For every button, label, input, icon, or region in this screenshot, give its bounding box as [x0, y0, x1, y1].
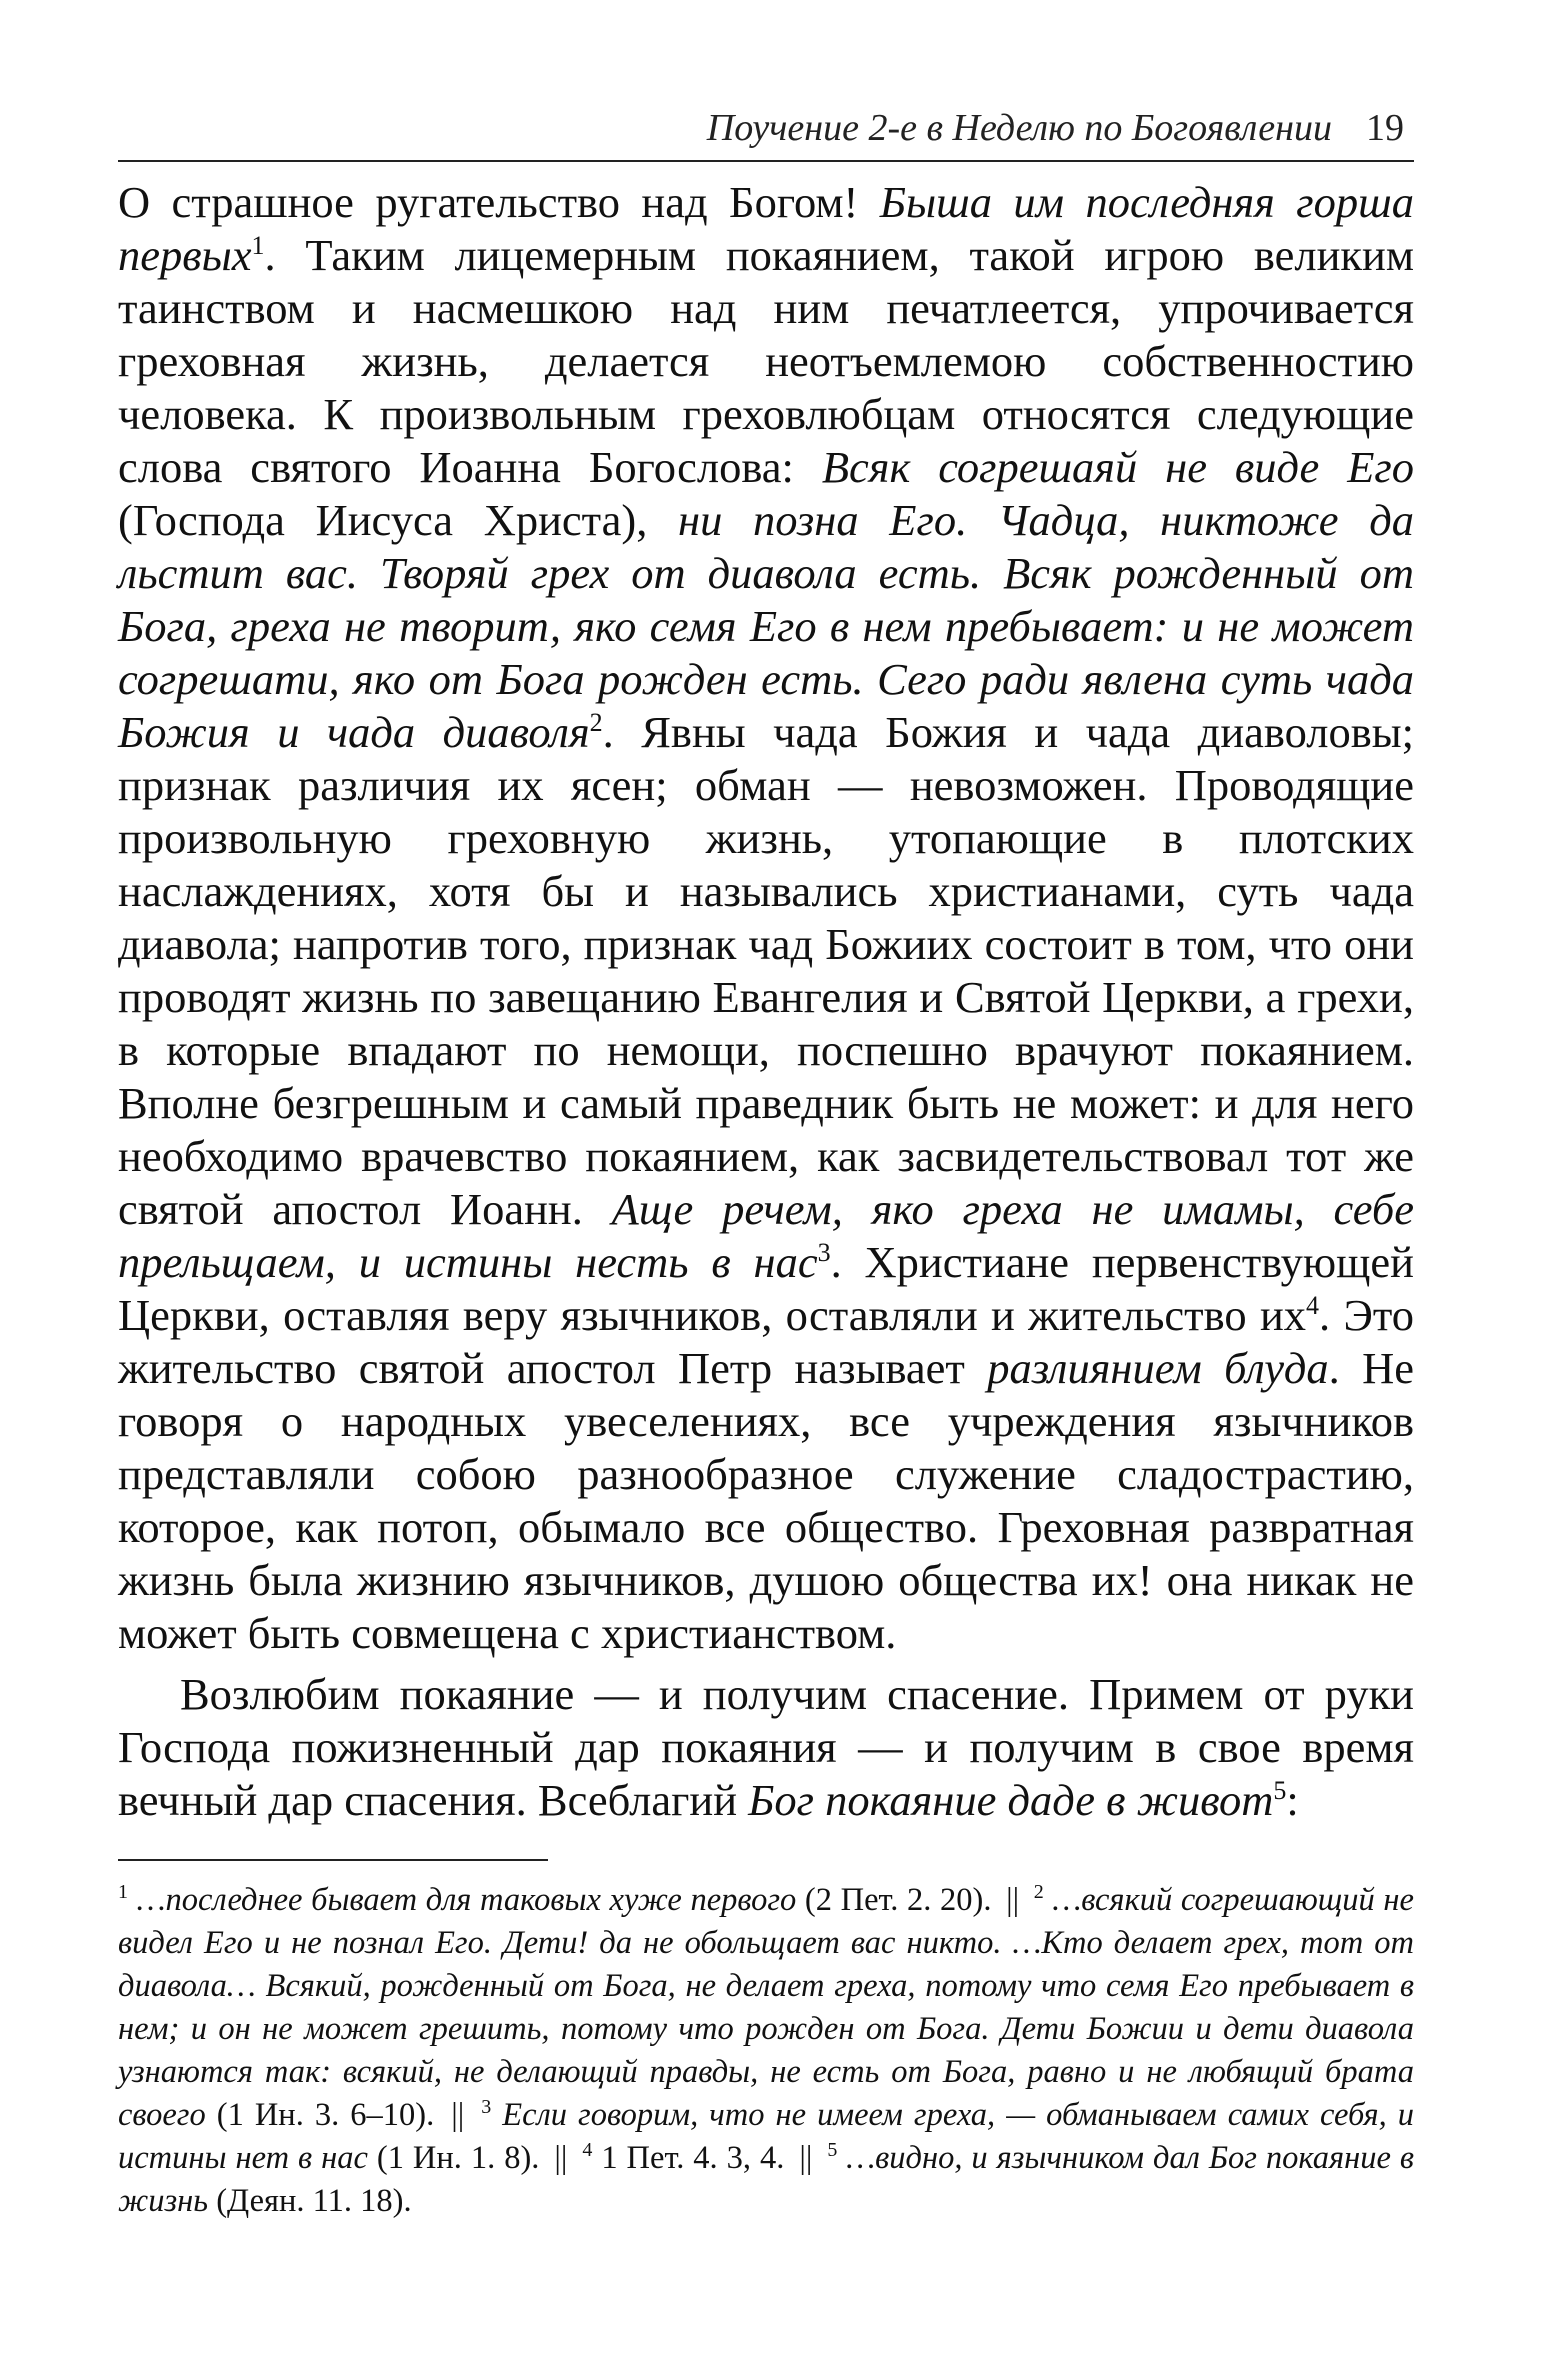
- footnote-separator: ||: [1006, 1882, 1020, 1918]
- text-span: . Это жительство святой апостол Петр называет: [118, 1290, 1414, 1393]
- scripture-quote: Всяк согрешаяй не виде Его: [821, 442, 1414, 492]
- footnote-number: 2: [1033, 1881, 1044, 1904]
- footnote-separator: ||: [554, 2140, 568, 2176]
- page-number: 19: [1366, 107, 1404, 149]
- footnote-number: 3: [481, 2096, 492, 2119]
- text-span: . Не говоря о народных увеселениях, все учреждения язычников представляли собою разнообразное служение сладострастию, которое, как потоп, обымало все общество. Греховная развратная жизнь была жизнию язычников, душою общества их! она никак не может быть совмещена с христианством.: [118, 1343, 1415, 1658]
- footnote-ref: (1 Ин. 1. 8).: [367, 2140, 540, 2176]
- scripture-quote: Аще речем, яко греха не имамы, себе прельщаем, и истины несть в нас: [118, 1184, 1414, 1287]
- text-span: . Таким лицемерным покаянием, такой игрою великим таинством и насмешкою над ним печатлеется, упрочивается греховная жизнь, делается неотъемлемою собственностию человека. К произвольным греховлюбцам относятся следующие слова святого Иоанна Богослова:: [118, 230, 1414, 492]
- footnote-ref: (1 Ин. 3. 6–10).: [205, 2097, 435, 2133]
- footnote-text: Если говорим, что не имеем греха, — обманываем самих себя, и истины нет в нас: [118, 2097, 1415, 2176]
- text-span: . Явны чада Божия и чада диаволовы; признак различия их ясен; обман — невозможен. Проводящие произвольную греховную жизнь, утопающие в плотских наслаждениях, хотя бы и назывались христианами, суть чада диавола; напротив того, признак чад Божиих состоит в том, что они проводят жизнь по завещанию Евангелия и Святой Церкви, а грехи, в которые впадают по немощи, поспешно врачуют покаянием. Вполне безгрешным и самый праведник быть не может: и для него необходимо врачевство покаянием, как засвидетельствовал тот же святой апостол Иоанн.: [118, 707, 1414, 1234]
- footnote-ref: (Деян. 11. 18).: [208, 2183, 412, 2219]
- footnote-number: 5: [827, 2139, 838, 2162]
- footnote-separator: ||: [451, 2097, 465, 2133]
- footnote-marker: 4: [1306, 1291, 1320, 1321]
- text-span: (Господа Иисуса Христа),: [118, 495, 679, 545]
- footnote-marker: 1: [251, 231, 265, 261]
- main-text: [118, 176, 1414, 1827]
- book-page: [118, 100, 1414, 2223]
- text-span: . Христиане первенствующей Церкви, оставляя веру язычников, оставляли и жительство их: [118, 1237, 1414, 1340]
- scripture-quote: ни позна Его. Чадца, никтоже да льстит вас. Творяй грех от диавола есть. Всяк рожденный от Бога, греха не творит, яко семя Его в нем пребывает: и не может согрешати, яко от Бога рожден есть. Сего ради явлена суть чада Божия и чада диаволя: [118, 495, 1414, 757]
- text-span: О страшное ругательство над Богом!: [118, 177, 880, 227]
- paragraph-2: [118, 1668, 1414, 1827]
- header-title: Поучение 2-е в Неделю по Богоявлении: [706, 107, 1332, 149]
- footnote-ref: 1 Пет. 4. 3, 4.: [592, 2140, 785, 2176]
- footnote-number: 4: [582, 2139, 593, 2162]
- running-header: [118, 100, 1414, 162]
- scripture-quote: разлиянием блуда: [987, 1343, 1329, 1393]
- scripture-quote: Быша им последняя горша первых: [118, 177, 1414, 280]
- footnote-text: …последнее бывает для таковых хуже первого: [128, 1882, 797, 1918]
- footnote-text: …видно, и язычником дал Бог покаяние в жизнь: [118, 2140, 1415, 2219]
- text-span: Возлюбим покаяние — и получим спасение. Примем от руки Господа пожизненный дар покаяния — и получим в свое время вечный дар спасения. Всеблагий: [118, 1669, 1414, 1825]
- scripture-quote: Бог покаяние даде в живот: [748, 1775, 1274, 1825]
- footnote-marker: 2: [589, 708, 603, 738]
- footnote-marker: 5: [1273, 1776, 1287, 1806]
- footnotes: [118, 1879, 1414, 2223]
- footnote-marker: 3: [817, 1238, 831, 1268]
- footnote-divider: [118, 1859, 548, 1861]
- paragraph-1: [118, 176, 1414, 1660]
- footnote-number: 1: [118, 1881, 128, 1904]
- footnote-ref: (2 Пет. 2. 20).: [796, 1882, 992, 1918]
- footnote-text: …всякий согрешающий не видел Его и не познал Его. Дети! да не обольщает вас никто. …Кто делает грех, тот от диавола… Всякий, рожденный от Бога, не делает греха, потому что семя Его пребывает в нем; и он не может грешить, потому что рожден от Бога. Дети Божии и дети диавола узнаются так: всякий, не делающий правды, не есть от Бога, равно и не любящий брата своего: [118, 1882, 1414, 2133]
- footnote-separator: ||: [799, 2140, 813, 2176]
- text-span: :: [1286, 1775, 1299, 1825]
